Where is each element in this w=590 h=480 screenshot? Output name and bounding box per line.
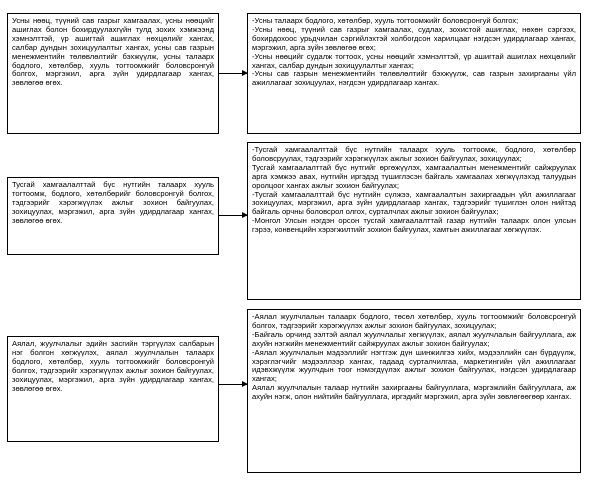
function-item: -Тусгай хамгаалалттай бүс нутгийн сүлжээ, хамгаалалтын захиргаадын үйл ажиллагааг зохицуулах, мэргэжил, арга зүйн удирдлагаар хангах, тэдгээрийг түшиглэн олон нийтэд байгаль орчны боловсрол олгох, сурталчлах ажлыг зохион байгуулах; [252,189,576,217]
strategic-goal-protected-areas-box [7,177,219,255]
arrow-right-icon [219,384,247,385]
function-item: -Аялал жуулчлалын мэдээллийг нэгтгэж дүн шинжилгээ хийх, мэдээллийн сан бүрдүүлж, хэрэглэгчийг мэдээллээр хангах, гадаад сурталчилгаа, маркетингийн үйл ажиллагааг идэвхжүүлж жуулчдын тоог нэмэгдүүлэх ажлыг зохион байгуулах, нэгдсэн удирдлагаар хангах; [252,347,576,384]
function-item: -Тусгай хамгаалалттай бүс нутгийн талаарх хууль тогтоомж, бодлого, хөтөлбөр боловсруулах, тэдгээрийг хэрэгжүүлэх ажлыг зохион байгуулах, зохицуулах; [252,145,576,163]
strategic-goal-water-box [7,13,219,134]
function-item: Тусгай хамгаалалттай бүс нутгийг өргөжүүлэх, хамгаалалтын менежментийг сайжруулах арга хэмжээ авах, нутгийн иргэдэд түшиглэсэн байгаль хамгаалах хөгжүүлэхэд талуудын оролцоог хангах ажлыг зохион байгуулах; [252,162,576,190]
strategic-goal-tourism-box [7,336,219,442]
arrow-right-icon [219,73,247,74]
strategic-goal-text: Аялал, жуулчлалыг эдийн засгийн тэргүүлэх салбарын нэг болгон хөгжүүлэх, аялал жуулчлалын талаарх бодлого, хөтөлбөр, хууль тогтоомжийг боловсронгуй болгох, тэдгээрийг хэрэгжүүлэх ажлыг зохион байгуулах, зохицуулах, мэргэжил, арга зүйн удирдлагаар хангах, зөвлөгөө өгөх. [12,339,214,393]
functions-protected-areas-box [247,142,581,300]
functions-tourism-box [247,309,581,473]
function-item: Аялал жуулчлалын талаар нутгийн захиргааны байгууллага, мэргэжлийн байгууллага, аж ахуйн нэгж, олон нийтийн байгууллага, иргэдийг мэргэжил, арга зүйн зөвлөгөөгөөр хангах. [252,383,576,402]
strategic-goal-text: Тусгай хамгаалалттай бүс нутгийн талаарх хууль тогтоомж, бодлого, хөтөлбөрийг боловсронгуй болгох, тэдгээрийг хэрэгжүүлэх ажлыг зохион байгуулах, зохицуулах, мэргэжил, арга зүйн удирдлагаар хангах, зөвлөгөө өгөх. [12,180,214,225]
functions-water-box [247,13,581,134]
function-item: -Усны талаарх бодлого, хөтөлбөр, хууль тогтоомжийг боловсронгуй болгох; [252,16,519,25]
function-item: -Усны нөөцийг судалж тогтоох, усны нөөцийг хэмнэлттэй, үр ашигтай ашиглах нөхцөлийг хангах, салбар дундын зохицуулалтыг хангах; [252,51,576,70]
function-item: -Аялал жуулчлалын талаарх бодлого, төсөл хөтөлбөр, хууль тогтоомжийг боловсронгуй болгох, тэдгээрийг хэрэгжүүлэх ажлыг зохион байгуулах, зохицуулах; [252,312,576,330]
arrow-right-icon [219,215,247,216]
function-item: -Байгаль орчинд ээлтэй аялал жуулчлалыг хөгжүүлэх, аялал жуулчлалын байгууллага, аж ахуйн нэгжийн менежментийг сайжруулах ажлыг зохион байгуулах; [252,329,576,348]
function-item: -Усны нөөц, түүний сав газрыг хамгаалах, судлах, зохистой ашиглах, нөхөн сэргээх, бохирдохоос урьдчилан сэргийлэхтэй холбогдсон харилцааг нэгдсэн удирдлагаар хангах, мэргэжил, арга зүйн зөвлөгөө өгөх; [252,24,576,52]
function-item: -Монгол Улсын нэгдэн орсон тусгай хамгаалалттай газар нутгийн талаарх олон улсын гэрээ, конвенцийн хэрэгжилтийг зохион байгуулах, хамтын ажиллагааг хөгжүүлэх. [252,216,576,235]
function-item: -Усны сав газрын менежментийн төлөвлөлтийг бэхжүүлж, сав газрын захиргааны үйл ажиллагааг зохицуулах, нэгдсэн удирдлагаар хангах. [252,69,576,88]
strategic-goal-text: Усны нөөц, түүний сав газрыг хамгаалах, усны нөөцийг ашиглах болон бохирдуулахгүйн тулд зохих хэмжээнд хэмнэлттэй, үр ашигтай ашиглах нөхцөлийг хангах, салбар дундын зохицуулалтыг хангах, усны сав газрын менежментийн төлөвлөлтийг бэхжүүлж, усны талаарх бодлого, хөтөлбөр, хууль тогтоомжийг боловсронгуй болгох, мэргэжил, арга зүйн удирдлагаар хангах, зөвлөгөө өгөх. [12,16,214,88]
